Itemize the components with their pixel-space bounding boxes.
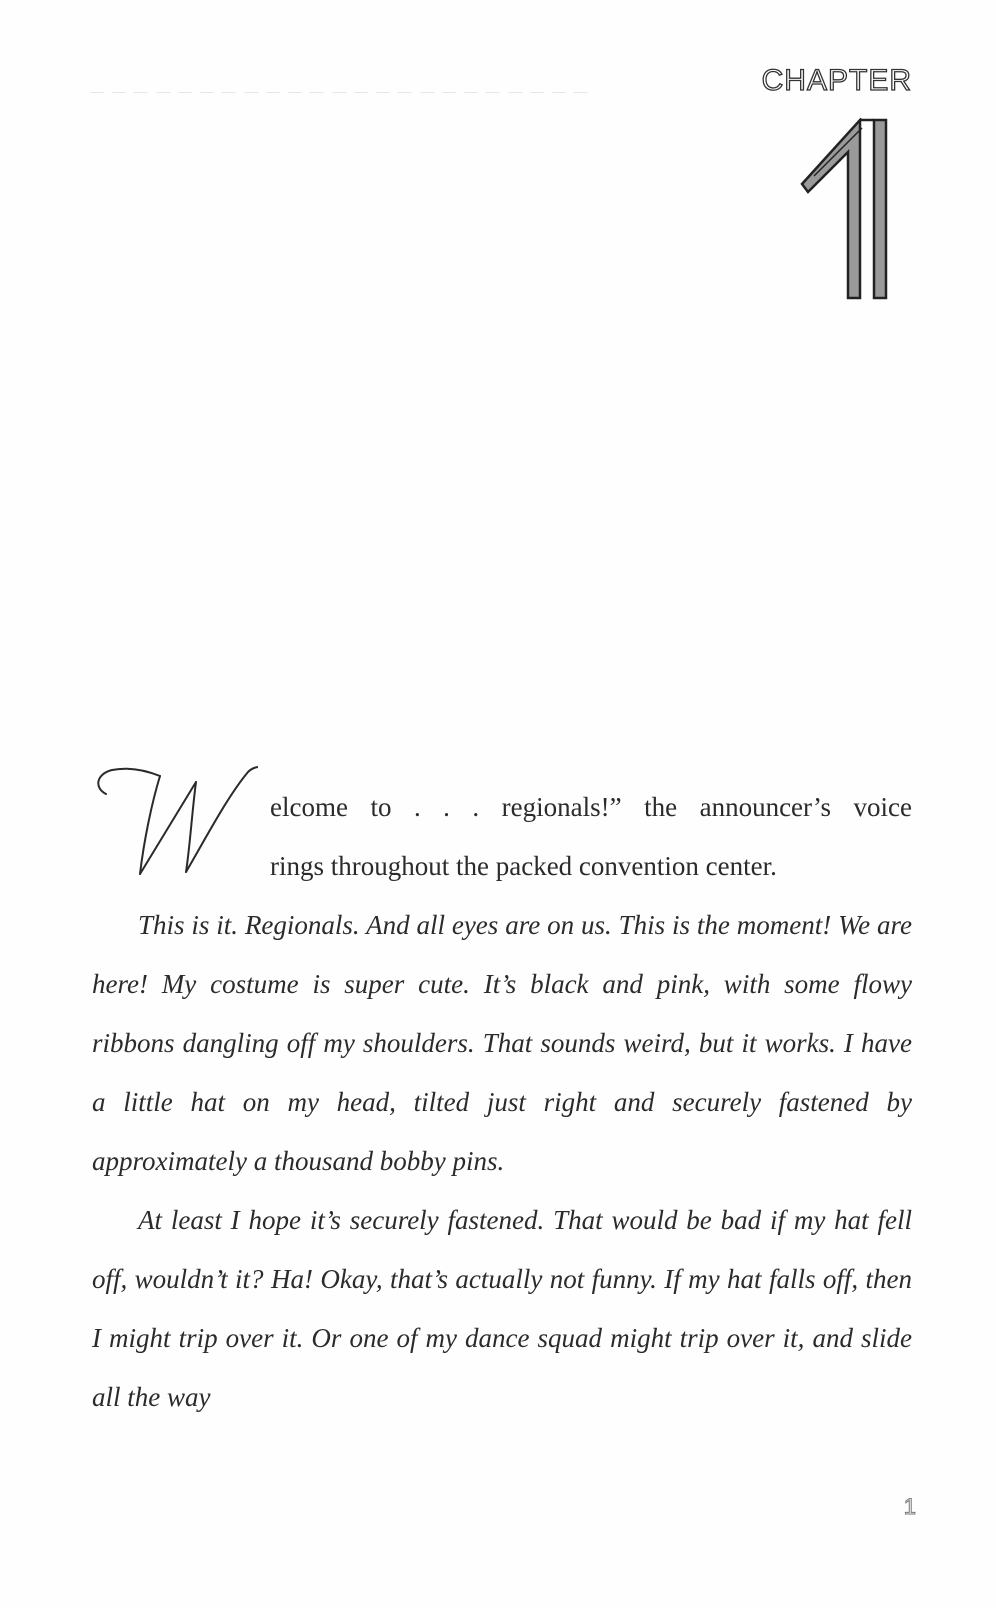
opening-line-2: rings throughout the packed convention center. bbox=[270, 851, 777, 881]
drop-cap-w bbox=[88, 754, 258, 900]
opening-line-1: elcome to . . . regionals!” the announcer’s voice bbox=[270, 792, 912, 822]
paragraph-1: This is it. Regionals. And all eyes are on us. This is the moment! We are here! My costume is super cute. It’s black and pink, with some flowy ribbons dangling off my shoulders. That sounds weird, but it works. I have a little hat on my head, tilted just right and securely fastened by approximately a thousand bobby pins. bbox=[92, 910, 912, 1176]
faint-bleed-through-rule bbox=[90, 92, 590, 93]
page-number: 1 bbox=[903, 1494, 916, 1519]
chapter-text bbox=[92, 778, 912, 1427]
chapter-label: CHAPTER bbox=[761, 64, 912, 97]
paragraph-2: At least I hope it’s securely fastened. That would be bad if my hat fell off, wouldn’t it? Ha! Okay, that’s actually not funny. If my hat falls off, then I might trip over it. Or one of my dance squad might trip over it, and slide all the way bbox=[92, 1205, 912, 1412]
chapter-number bbox=[800, 118, 912, 304]
